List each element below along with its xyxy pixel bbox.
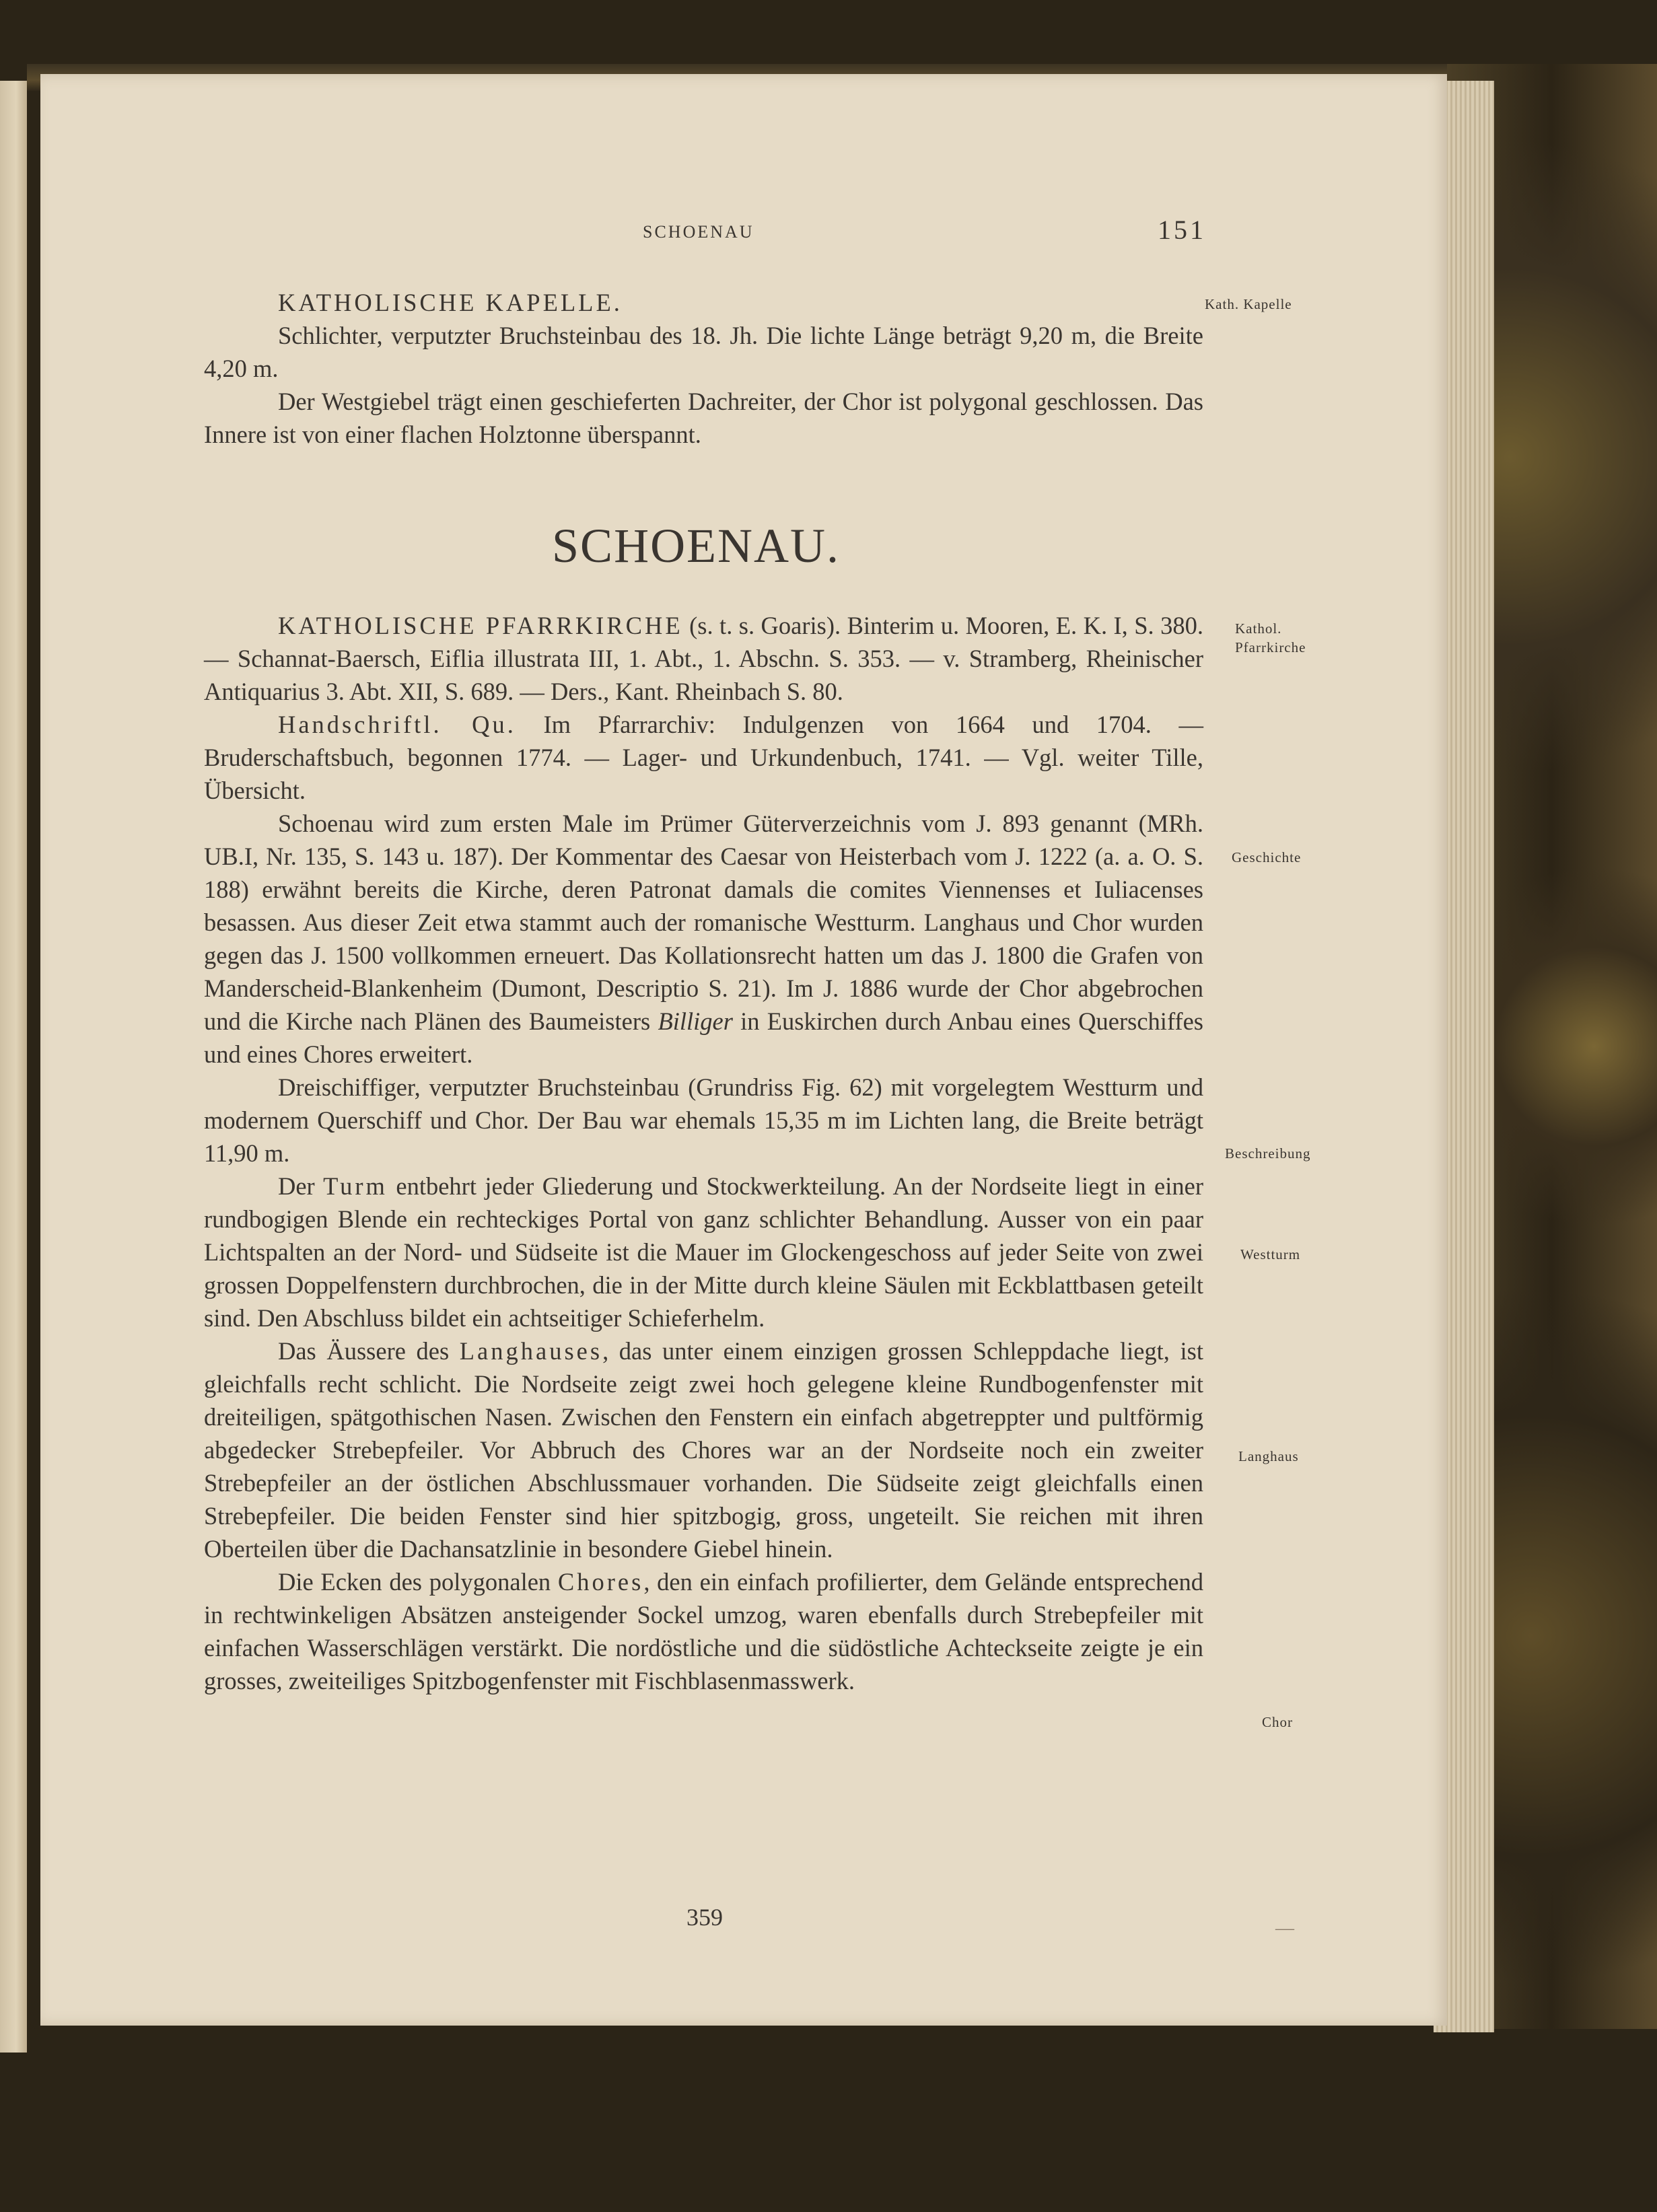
chor-text: , den ein einfach profilierter, dem Gelände entsprechend in rechtwinkeligen Absätzen ansteigender Sockel umzog, waren ebenfalls durch Strebepfeiler mit einfachen Wasserschlägen verstärkt. Die nordöstliche und die südöstliche Achteckseite zeigte je ein grosses, zweiteiliges Spitzbogenfenster mit Fischblasenmasswerk.: [204, 1568, 1204, 1694]
section-kapelle: [204, 286, 1203, 451]
section-title: SCHOENAU.: [552, 519, 841, 573]
kapelle-para-2: Der Westgiebel trägt einen geschieferten Dachreiter, der Chor ist polygonal geschlossen. Das Innere ist von einer flachen Holztonne überspannt.: [204, 388, 1203, 448]
margin-kathol-pfarrkirche: Kathol. Pfarrkirche: [1235, 620, 1306, 655]
margin-westturm: Westturm: [1240, 1246, 1301, 1262]
langhaus-word: Langhauses: [459, 1337, 603, 1365]
turm-word: Turm: [323, 1172, 388, 1200]
chor-pre: Die Ecken des polygonalen: [278, 1568, 558, 1596]
quellen-label: Handschriftl. Qu.: [278, 711, 516, 738]
heading-kapelle: KATHOLISCHE KAPELLE.: [278, 289, 623, 316]
quellen-text: Im Pfarrarchiv: Indulgenzen von 1664 und 1704. — Bruderschaftsbuch, begonnen 1774. — Lager- und Urkundenbuch, 1741. — Vgl. weiter Tille, Übersicht.: [204, 711, 1203, 804]
langhaus-pre: Das Äussere des: [278, 1337, 460, 1365]
beschreibung-text: Dreischiffiger, verputzter Bruchsteinbau (Grundriss Fig. 62) mit vorgelegtem Westturm und modernem Querschiff und Chor. Der Bau war ehemals 15,35 m im Lichten lang, die Breite beträgt 11,90 m.: [204, 1073, 1203, 1167]
page-number: 151: [1158, 215, 1206, 245]
kapelle-para-1: Schlichter, verputzter Bruchsteinbau des 18. Jh. Die lichte Länge beträgt 9,20 m, die Breite 4,20 m.: [204, 322, 1203, 382]
margin-geschichte: Geschichte: [1232, 849, 1302, 865]
section-pfarrkirche: [204, 609, 1203, 1697]
pfarrkirche-literature: (s. t. s. Goaris). Binterim u. Mooren, E. K. I, S. 380. — Schannat-Baersch, Eiflia illustrata III, 1. Abt., 1. Abschn. S. 353. — v. Stramberg, Rheinischer Antiquarius 3. Abt. XII, S. 689. — Ders., Kant. Rheinbach S. 80.: [204, 612, 1203, 705]
chor-word: Chores: [557, 1568, 644, 1596]
margin-langhaus: Langhaus: [1238, 1448, 1299, 1464]
geschichte-end: in Euskirchen durch Anbau eines Querschiffes und eines Chores erweitert.: [204, 1007, 1203, 1068]
folio-number: 359: [686, 1904, 723, 1931]
margin-beschreibung: Beschreibung: [1225, 1145, 1311, 1162]
margin-dash: —: [1275, 1918, 1294, 1939]
heading-pfarrkirche: KATHOLISCHE PFARRKIRCHE: [278, 612, 683, 639]
margin-kath-kapelle: Kath. Kapelle: [1205, 296, 1292, 312]
architect-name: Billiger: [658, 1007, 733, 1035]
turm-text: entbehrt jeder Gliederung und Stockwerkteilung. An der Nordseite liegt in einer rundbogigen Blende ein rechteckiges Portal von ganz schlichter Behandlung. Ausser von ein paar Lichtspalten an der Nord- und Südseite ist die Mauer im Glockengeschoss auf jeder Seite von zwei grossen Doppelfenstern durchbrochen, die in der Mitte durch kleine Säulen mit Eckblattbasen geteilt sind. Den Abschluss bildet ein achtseitiger Schieferhelm.: [204, 1172, 1203, 1332]
langhaus-text: , das unter einem einzigen grossen Schleppdache liegt, ist gleichfalls recht schlicht. Die Nordseite zeigt zwei hoch gelegene kleine Rundbogenfenster mit dreiteiligen, spätgothischen Nasen. Zwischen den Fenstern ein einfach abgetreppter und pultförmig abgedecker Strebepfeiler. Vor Abbruch des Chores war an der Nordseite noch ein zweiter Strebepfeiler an der östlichen Abschlussmauer vorhanden. Die Südseite zeigt gleichfalls einen Strebepfeiler. Die beiden Fenster sind hier spitzbogig, gross, ungeteilt. Sie reichen mit ihren Oberteilen über die Dachansatzlinie in besondere Giebel hinein.: [204, 1337, 1203, 1563]
margin-chor: Chor: [1262, 1714, 1293, 1730]
left-page-edge: [0, 81, 27, 2053]
geschichte-text: Schoenau wird zum ersten Male im Prümer Güterverzeichnis vom J. 893 genannt (MRh. UB.I, Nr. 135, S. 143 u. 187). Der Kommentar des Caesar von Heisterbach vom J. 1222 (a. a. O. S. 188) erwähnt bereits die Kirche, deren Patronat damals die comites Viennenses et Iuliacenses besassen. Aus dieser Zeit etwa stammt auch der romanische Westturm. Langhaus und Chor wurden gegen das J. 1500 vollkommen erneuert. Das Kollationsrecht hatten um das J. 1800 die Grafen von Manderscheid-Blankenheim (Dumont, Descriptio S. 21). Im J. 1886 wurde der Chor abgebrochen und die Kirche nach Plänen des Baumeisters: [204, 810, 1203, 1035]
running-title: SCHOENAU: [643, 222, 754, 242]
turm-pre: Der: [278, 1172, 324, 1200]
